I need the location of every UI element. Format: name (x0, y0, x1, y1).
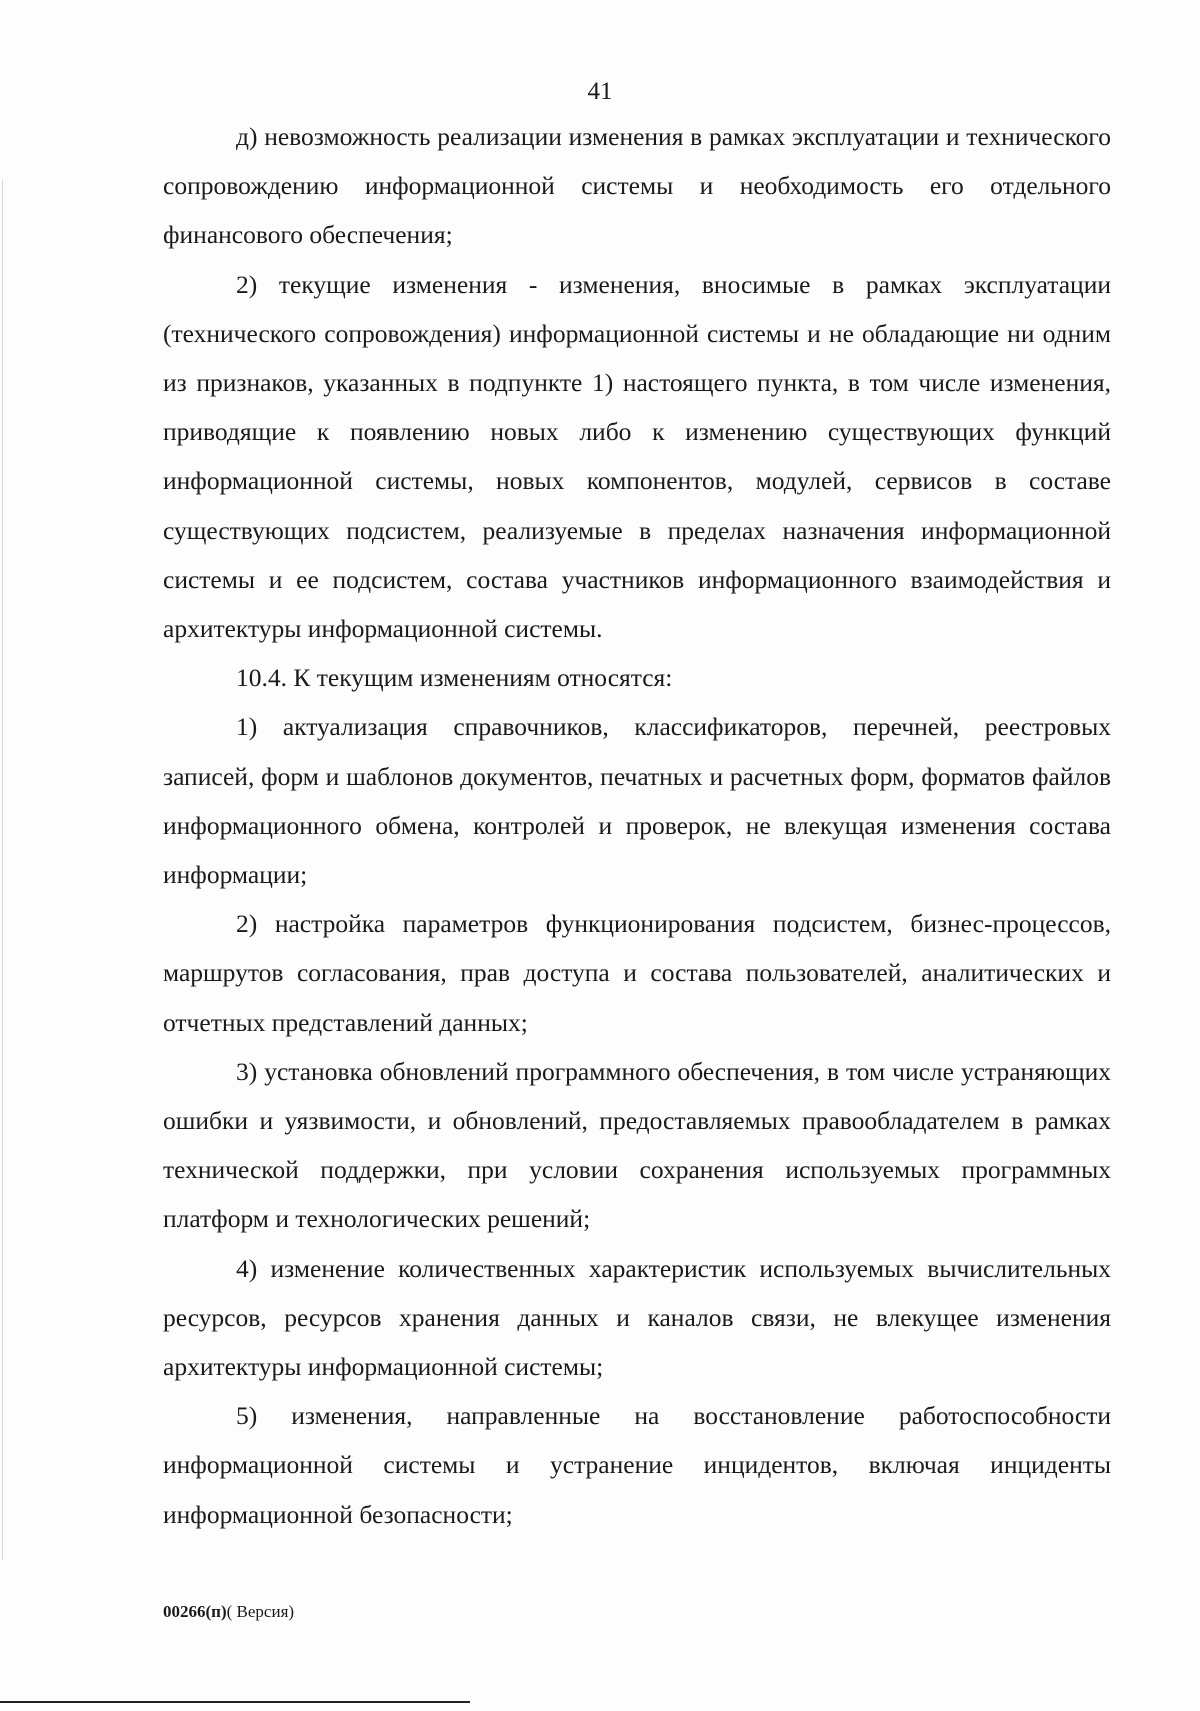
document-version: ( Версия) (226, 1602, 295, 1621)
paragraph-item-2: 2) настройка параметров функционирования подсистем, бизнес-процессов, маршрутов согласования, прав доступа и состава пользователей, аналитических и отчетных представлений данных; (163, 909, 1111, 1037)
page-number: 41 (587, 78, 613, 105)
paragraph-current-changes-definition: 2) текущие изменения - изменения, вносимые в рамках эксплуатации (технического сопровождения) информационной системы и не обладающие ни одним из признаков, указанных в подпункте 1) настоящего пункта, в том числе изменения, приводящие к появлению новых либо к изменению существующих функций информационной системы, новых компонентов, модулей, сервисов в составе существующих подсистем, реализуемые в пределах назначения информационной системы и ее подсистем, состава участников информационного взаимодействия и архитектуры информационной системы. (163, 269, 1111, 644)
paragraph-d-impossibility: д) невозможность реализации изменения в рамках эксплуатации и технического сопровождению информационной системы и необходимость его отдельного финансового обеспечения; (163, 122, 1111, 250)
paragraph-item-3: 3) установка обновлений программного обеспечения, в том числе устраняющих ошибки и уязвимости, и обновлений, предоставляемых правообладателем в рамках технической поддержки, при условии сохранения используемых программных платформ и технологических решений; (163, 1056, 1111, 1234)
document-body (163, 112, 1111, 1539)
document-footer (163, 1600, 294, 1624)
document-code: 00266(п) (163, 1602, 227, 1621)
paragraph-item-1: 1) актуализация справочников, классификаторов, перечней, реестровых записей, форм и шаблонов документов, печатных и расчетных форм, форматов файлов информационного обмена, контролей и проверок, не влекущая изменения состава информации; (163, 712, 1111, 890)
scan-edge (2, 180, 3, 1560)
scan-artifact-line (0, 1701, 470, 1703)
paragraph-item-4: 4) изменение количественных характеристик используемых вычислительных ресурсов, ресурсов хранения данных и каналов связи, не влекущее изменения архитектуры информационной системы; (163, 1253, 1111, 1382)
paragraph-item-5: 5) изменения, направленные на восстановление работоспособности информационной системы и устранение инцидентов, включая инциденты информационной безопасности; (163, 1401, 1111, 1529)
paragraph-section-10-4: 10.4. К текущим изменениям относятся: (236, 663, 673, 693)
